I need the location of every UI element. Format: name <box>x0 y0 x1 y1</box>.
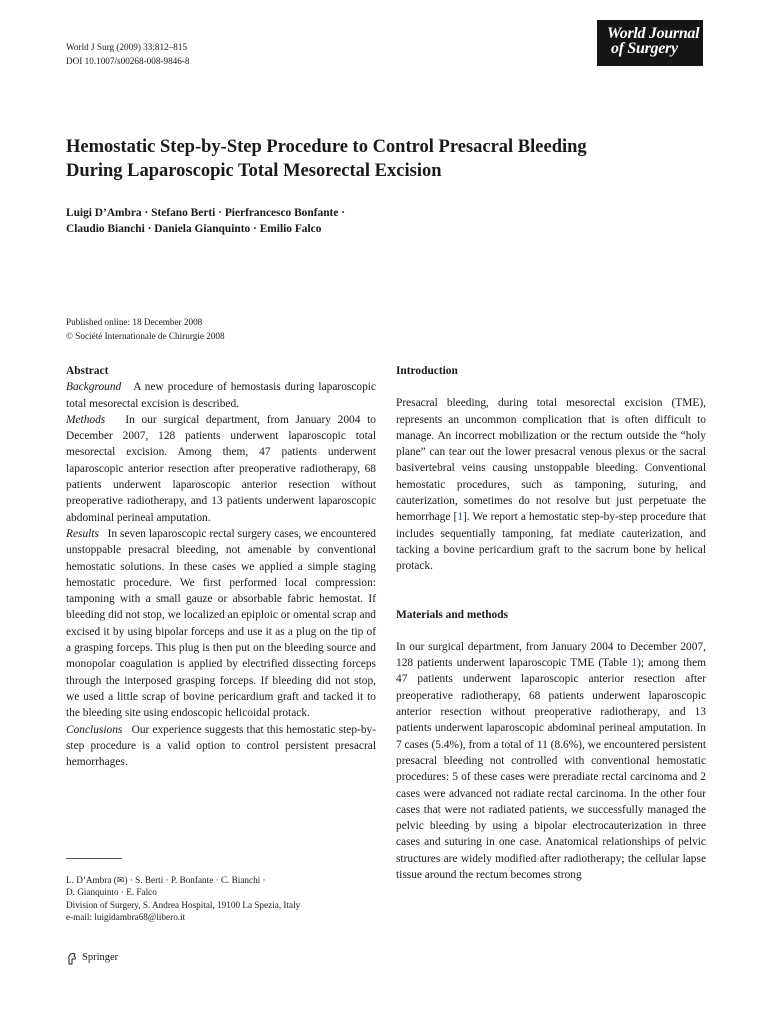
materials-text-1: In our surgical department, from January 2004 to December 2007, 128 patients underwent laparoscopic TME (Table <box>396 640 706 670</box>
introduction-paragraph <box>396 395 706 574</box>
footnote-rule <box>66 858 122 859</box>
background-text: A new procedure of hemostasis during laparoscopic total mesorectal excision is described. <box>66 381 376 410</box>
body-right-column <box>396 363 706 883</box>
footnote-email: e-mail: luigidambra68@libero.it <box>66 912 186 923</box>
abstract-methods <box>66 412 376 526</box>
authors-line-2: Claudio Bianchi · Daniela Gianquinto · Emilio Falco <box>66 223 322 235</box>
published-date: Published online: 18 December 2008 <box>66 317 203 327</box>
authors-line-1: Luigi D’Ambra · Stefano Berti · Pierfrancesco Bonfante · <box>66 207 346 219</box>
springer-horse-icon <box>66 952 78 965</box>
reference-link-1[interactable]: 1 <box>457 511 464 524</box>
logo-line-1: World Journal <box>607 25 700 42</box>
conclusions-label: Conclusions <box>66 723 123 736</box>
materials-heading: Materials and methods <box>396 608 509 621</box>
footnote-line-1: L. D’Ambra (✉) · S. Berti · P. Bonfante · C. Bianchi · <box>66 875 266 885</box>
footnote-line-3: Division of Surgery, S. Andrea Hospital, 19100 La Spezia, Italy <box>66 899 301 910</box>
doi: DOI 10.1007/s00268-008-9846-8 <box>66 55 190 66</box>
introduction-text-2: ]. We report a hemostatic step-by-step procedure that includes sequentially tamponing, fat mediate cauterization, and tacking a bovine pericardium graft to the sacrum bone by helical protack. <box>396 511 706 573</box>
methods-text: In our surgical department, from January 2004 to December 2007, 128 patients underwent laparoscopic total mesorectal excision. Among them, 47 patients underwent laparoscopic anterior resection after preoperative radiotherapy, 68 patients underwent laparoscopic anterior resection without preoperative radiotherapy, and 13 patients underwent laparoscopic abdominal perineal amputation. <box>66 413 377 524</box>
materials-text-2: ); among them 47 patients underwent laparoscopic anterior resection after preoperative radiotherapy, 68 patients underwent laparoscopic anterior resection without preoperative radiotherapy, and 13 patients underwent laparoscopic abdominal perineal amputation. In 7 cases (5.4%), from a total of 11 (8.6%), we encountered persistent presacral bleeding not controlled with conventional hemostatic procedures: 5 of these cases were preradiate rectal carcinoma and 2 cases were advanced not radiate rectal carcinoma. In the other four cases that were not radiated patients, we successfully managed the pelvic bleeding by using a bipolar electrocauterization in three cases and suturing in one case. Anatomical relationships of pelvic structures are widely modified after radiotherapy; the cellular lapse tissue around the rectum becomes strong <box>396 657 706 882</box>
introduction-heading: Introduction <box>396 365 458 377</box>
title-line-1: Hemostatic Step-by-Step Procedure to Control Presacral Bleeding <box>66 137 587 157</box>
results-label: Results <box>66 527 99 540</box>
conclusions-text: Our experience suggests that this hemostatic step-by-step procedure is a valid option to control persistent presacral hemorrhages. <box>66 723 377 769</box>
publisher-mark <box>66 951 118 965</box>
publisher-name: Springer <box>82 952 119 963</box>
table-link-1[interactable]: 1 <box>631 657 638 670</box>
introduction-text-1: Presacral bleeding, during total mesorectal excision (TME), represents an uncommon complication that is often difficult to manage. An incorrect mobilization or the rectum outside the “holy plane” can tear out the lower presacral venous plexus or the sacral basivertebral veins causing unstoppable bleeding. Conventional hemostatic procedures, such as tamponing, suturing, and cauterization, sometimes do not resolve but just perpetuate the hemorrhage [ <box>396 397 706 524</box>
copyright: © Société Internationale de Chirurgie 2008 <box>66 330 225 341</box>
correspondence-footnote <box>66 874 376 924</box>
background-label: Background <box>66 381 122 394</box>
abstract-background <box>66 379 376 412</box>
abstract-conclusions <box>66 722 376 771</box>
journal-meta <box>66 41 190 68</box>
journal-logo <box>597 20 703 66</box>
methods-label: Methods <box>66 413 106 426</box>
author-list <box>66 205 626 237</box>
abstract-results <box>66 526 376 722</box>
title-line-2: During Laparoscopic Total Mesorectal Excision <box>66 160 442 181</box>
article-title <box>66 136 706 183</box>
abstract-section <box>66 363 376 770</box>
publication-info <box>66 316 225 343</box>
results-text: In seven laparoscopic rectal surgery cases, we encountered unstoppable presacral bleeding, not amenable by conventional hemostatic solutions. In these cases we applied a simple staging hemostatic procedure. We first performed local compression: tamponing with a small gauze or absorbable fabric hemostat. If bleeding did not stop, we localized an epiploic or omental scrap and excised it by using bipolar forceps and use it as a plug on the tip of a grasping forceps. This plug is then put on the bleeding source and monopolar coagulation is applied by electrified dissecting forceps through the interposed grasping forceps. If bleeding did not stop, we used a little scrap of bovine pericardium graft and tacked it to the bleeding site using endoscopic helicoidal protack. <box>66 527 376 720</box>
footnote-line-2: D. Gianquinto · E. Falco <box>66 887 157 898</box>
abstract-heading: Abstract <box>66 365 109 377</box>
logo-line-2: of Surgery <box>611 40 678 57</box>
materials-paragraph <box>396 639 706 883</box>
citation: World J Surg (2009) 33:812–815 <box>66 42 188 52</box>
